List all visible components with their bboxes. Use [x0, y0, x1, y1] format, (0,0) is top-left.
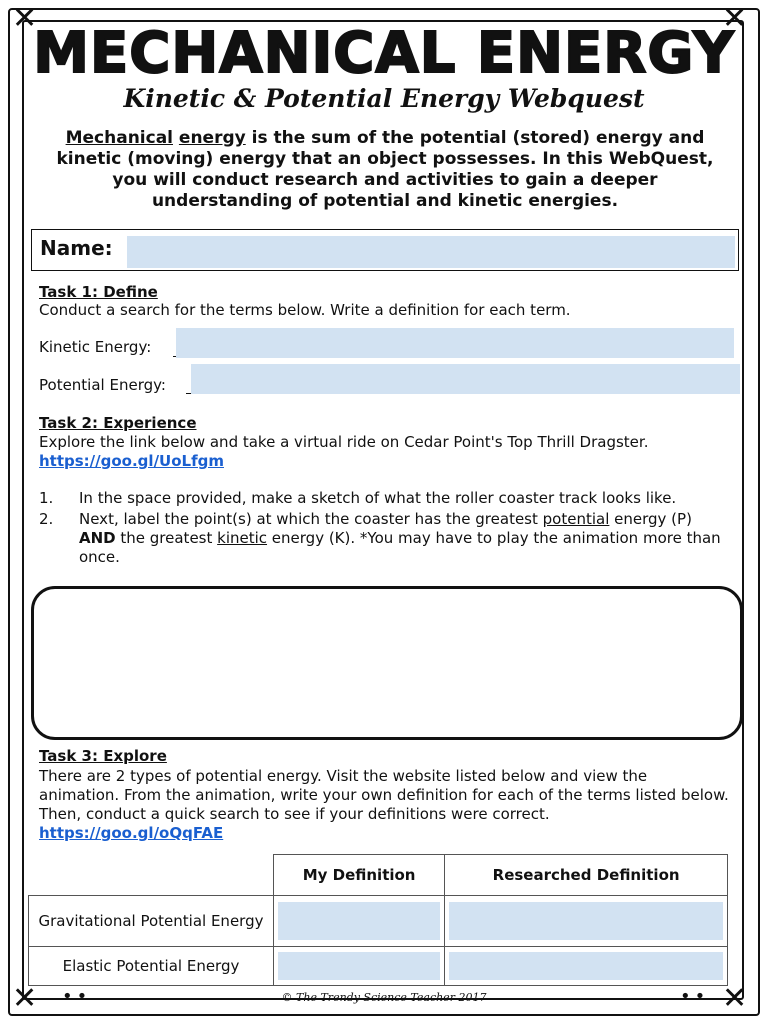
step-number: 2. — [39, 510, 54, 528]
potential-energy-input[interactable] — [191, 364, 740, 394]
kinetic-energy-label: Kinetic Energy: — [39, 338, 152, 356]
task3-instructions-text: There are 2 types of potential energy. Visit the website listed below and view the animation. From the animation, write your own definition for each of the terms listed below. Then, conduct a quick search to see if your definitions were correct. — [39, 767, 729, 823]
task2-heading: Task 2: Experience — [39, 414, 197, 432]
intro-paragraph — [40, 128, 730, 212]
my-definition-elastic-input[interactable] — [278, 952, 440, 980]
task1-heading: Task 1: Define — [39, 283, 158, 301]
my-definition-gravitational-input[interactable] — [278, 902, 440, 940]
corner-x-bottom-left-icon: ✕ — [12, 981, 38, 1016]
task3-link[interactable]: https://goo.gl/oQqFAE — [39, 824, 224, 842]
researched-definition-gravitational-cell — [445, 896, 728, 947]
corner-x-top-right-icon: ✕ — [722, 1, 748, 36]
task2-step-2 — [39, 510, 729, 567]
task3-heading: Task 3: Explore — [39, 747, 167, 765]
dots-bottom-right-icon: •• — [680, 986, 710, 1007]
potential-energy-label: Potential Energy: — [39, 376, 166, 394]
step-text-c: the greatest — [115, 529, 218, 547]
my-definition-gravitational-cell — [274, 896, 445, 947]
step-number: 1. — [39, 489, 54, 507]
table-row — [29, 947, 728, 986]
row-label-elastic: Elastic Potential Energy — [29, 947, 274, 986]
task1-instructions: Conduct a search for the terms below. Write a definition for each term. — [39, 301, 571, 319]
step-word-kinetic: kinetic — [217, 529, 268, 547]
step-word-and: AND — [79, 529, 116, 547]
task2-link[interactable]: https://goo.gl/UoLfgm — [39, 452, 224, 470]
page-subtitle: Kinetic & Potential Energy Webquest — [123, 84, 645, 113]
definitions-table — [28, 854, 728, 986]
table-header-row — [29, 855, 728, 896]
table-corner-cell — [29, 855, 274, 896]
step-text-d: energy (K). *You may have to play the animation more than once. — [79, 529, 721, 566]
task2-instructions-text: Explore the link below and take a virtual ride on Cedar Point's Top Thrill Dragster. — [39, 433, 649, 451]
name-label: Name: — [40, 236, 113, 260]
corner-x-bottom-right-icon: ✕ — [722, 981, 748, 1016]
my-definition-elastic-cell — [274, 947, 445, 986]
step-text: In the space provided, make a sketch of what the roller coaster track looks like. — [79, 489, 677, 507]
researched-definition-gravitational-input[interactable] — [449, 902, 723, 940]
intro-text: is the sum of the potential (stored) energy and kinetic (moving) energy that an object possesses. In this WebQuest, you will conduct research and activities to gain a deeper understanding of potential and kinetic energies. — [56, 128, 714, 211]
name-input[interactable] — [127, 236, 735, 268]
researched-definition-elastic-cell — [445, 947, 728, 986]
col-my-definition: My Definition — [274, 855, 445, 896]
researched-definition-elastic-input[interactable] — [449, 952, 723, 980]
task2-steps — [39, 489, 729, 569]
corner-x-top-left-icon: ✕ — [12, 1, 38, 36]
sketch-area[interactable] — [31, 586, 743, 740]
intro-word-mechanical: Mechanical — [65, 128, 173, 148]
step-text-b: energy (P) — [609, 510, 692, 528]
page-title: MECHANICAL ENERGY — [33, 21, 735, 86]
name-section — [31, 229, 739, 271]
step-text-a: Next, label the point(s) at which the coaster has the greatest — [79, 510, 543, 528]
intro-word-energy: energy — [178, 128, 246, 148]
task3-instructions — [39, 767, 729, 843]
dots-bottom-left-icon: •• — [62, 986, 92, 1007]
task2-step-1 — [39, 489, 729, 508]
footer-credit: © The Trendy Science Teacher 2017 — [281, 991, 487, 1004]
row-label-gravitational: Gravitational Potential Energy — [29, 896, 274, 947]
kinetic-energy-input[interactable] — [176, 328, 734, 358]
table-row — [29, 896, 728, 947]
col-researched-definition: Researched Definition — [445, 855, 728, 896]
step-word-potential: potential — [542, 510, 610, 528]
task2-instructions — [39, 433, 729, 471]
